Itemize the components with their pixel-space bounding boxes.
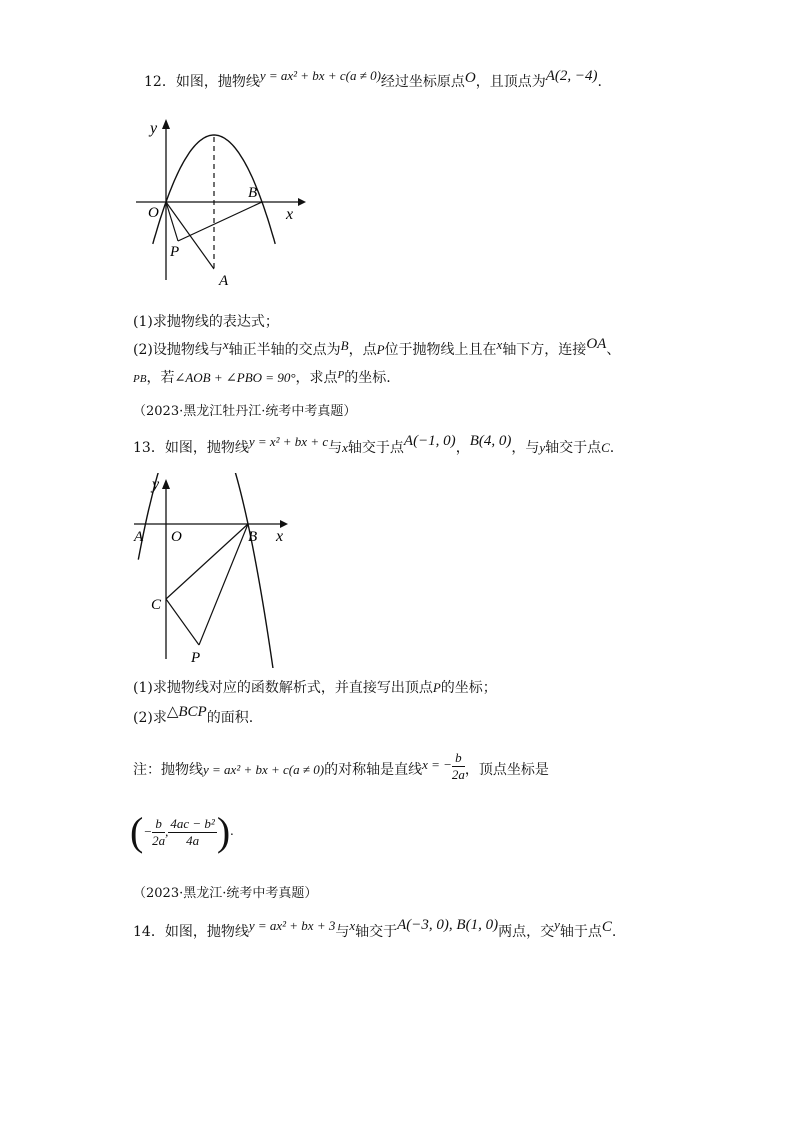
q14-mid2: 轴交于 <box>355 924 398 940</box>
q13-x: x <box>342 440 348 455</box>
q12-part2-text-d: 位于抛物线上且在 <box>384 342 497 358</box>
q12-part2-B: B <box>340 338 349 353</box>
q13-note-equation: y = ax² + bx + c(a ≠ 0) <box>203 762 325 777</box>
q12-equation: y = ax² + bx + c(a ≠ 0) <box>259 68 381 83</box>
q13-note-axis-num: b <box>452 750 465 767</box>
q13-note-text-c: ，顶点坐标是 <box>464 762 549 778</box>
q13-x-arrow <box>280 520 288 528</box>
q12-part2-x: x <box>222 337 229 352</box>
q12-part2-P: P <box>376 342 385 357</box>
q12-number: 12． <box>144 74 176 90</box>
q13-note-axis: x = − <box>422 757 452 772</box>
q12-part2-text-b: 轴正半轴的交点为 <box>228 342 341 358</box>
q13-note-axis-den: 2a <box>451 766 465 782</box>
q13-vertex-fraction-1 <box>152 816 165 849</box>
q12-part2-text-c: ，点 <box>348 342 377 358</box>
q12-part2-text-a: (2)设抛物线与 <box>133 342 223 358</box>
q13-vertex-formula <box>130 809 234 854</box>
q13-number: 13． <box>133 440 165 456</box>
q12-intro: 如图，抛物线 <box>175 74 260 90</box>
q14-mid4: 轴于点 <box>559 924 602 940</box>
q12-part2-OA: OA <box>586 336 607 352</box>
q12-part2-text-i: 的坐标. <box>344 370 391 386</box>
q13-label-x: x <box>276 528 284 545</box>
q12-part2-line2 <box>133 368 391 389</box>
q12-part2-text-g: ，若 <box>146 370 175 386</box>
q13-y-arrow <box>162 479 170 489</box>
q13-y: y <box>539 440 546 455</box>
q13-intro: 如图，抛物线 <box>164 440 249 456</box>
q13-segment-PB <box>199 524 248 645</box>
q13-part2-text-a: (2)求 <box>133 710 167 726</box>
q13-vertex-fraction-2 <box>168 816 216 849</box>
q13-end3: . <box>609 440 615 456</box>
q13-segment-CP <box>166 599 199 645</box>
q13-vertex-period: . <box>230 824 234 840</box>
q12-part2-text-e: 轴下方，连接 <box>502 342 587 358</box>
q13-vertex-left-paren: ( <box>130 809 144 854</box>
q12-part1: (1)求抛物线的表达式； <box>133 314 279 330</box>
q13-part1-text-b: 的坐标； <box>440 680 497 696</box>
q12-segment-OP <box>166 202 178 241</box>
q13-label-P: P <box>191 650 201 666</box>
q12-statement <box>144 68 602 92</box>
q14-y: y <box>554 917 560 932</box>
q13-equation: y = x² + bx + c <box>248 434 329 449</box>
q12-origin: O <box>464 70 476 86</box>
q13-vertex-right-paren: ) <box>216 809 231 854</box>
q12-part2-x2: x <box>496 337 503 352</box>
q14-statement <box>133 917 617 942</box>
q13-part2-triangle: △BCP <box>166 704 207 720</box>
q13-statement <box>133 433 615 458</box>
q13-vertex-num2: 4ac − b² <box>170 815 215 831</box>
q13-vertex-den1: 2a <box>152 832 166 848</box>
q14-points: A(−3, 0), B(1, 0) <box>397 917 499 933</box>
q13-label-B: B <box>248 529 258 545</box>
q12-figure <box>128 115 308 295</box>
q12-label-O: O <box>148 205 159 221</box>
q12-part2-line1 <box>133 336 621 360</box>
q13-vertex-num1: b <box>152 816 165 833</box>
q12-mid: 经过坐标原点 <box>380 74 465 90</box>
q13-note <box>133 750 549 790</box>
q12-part2-text-h: ，求点 <box>295 370 338 386</box>
q13-vertex-den2: 4a <box>186 832 200 848</box>
q13-part1 <box>133 678 497 698</box>
q13-end: ，与 <box>511 440 540 456</box>
q13-figure <box>128 473 298 668</box>
q13-vertex-minus: − <box>143 824 153 839</box>
q13-point-B: B(4, 0) <box>469 433 512 449</box>
q14-number: 14． <box>133 924 165 940</box>
q13-mid: 与 <box>328 440 343 456</box>
q13-comma: ， <box>455 440 470 456</box>
q13-note-text-b: 的对称轴是直线 <box>324 762 423 778</box>
q14-intro: 如图，抛物线 <box>164 924 249 940</box>
q12-label-P: P <box>170 244 180 260</box>
q14-end: . <box>611 924 617 940</box>
q12-vertex: A(2, −4) <box>545 68 598 84</box>
q13-part2 <box>133 704 254 728</box>
q12-label-B: B <box>248 185 258 201</box>
q13-label-C: C <box>151 597 162 613</box>
q13-source: （2023·黑龙江牡丹江·统考中考真题） <box>133 404 357 419</box>
q13-C: C <box>601 440 610 455</box>
q14-mid3: 两点，交 <box>498 924 555 940</box>
q12-part2-PB: PB <box>133 373 147 385</box>
q14-equation: y = ax² + bx + 3 <box>248 918 336 933</box>
q13-part1-P: P <box>432 680 441 695</box>
q14-x: x <box>349 918 356 933</box>
q14-mid: 与 <box>335 924 350 940</box>
q12-y-arrow <box>162 119 170 129</box>
q12-mid2: ，且顶点为 <box>475 74 546 90</box>
q12-end: . <box>597 74 602 90</box>
q13-end2: 轴交于点 <box>545 440 602 456</box>
q13-label-O: O <box>171 529 182 545</box>
q12-part2-condition: ∠AOB + ∠PBO = 90° <box>174 370 296 385</box>
q13-part1-text-a: (1)求抛物线对应的函数解析式，并直接写出顶点 <box>133 680 433 696</box>
q14-C: C <box>601 919 612 935</box>
q13-label-y: y <box>152 476 160 493</box>
q13-mid2: 轴交于点 <box>347 440 404 456</box>
q13-note-axis-fraction <box>452 750 465 783</box>
q12-label-A: A <box>219 273 229 289</box>
q12-segment-PB <box>178 202 262 241</box>
q14-source: （2023·黑龙江·统考中考真题） <box>133 886 318 901</box>
q13-point-A: A(−1, 0) <box>403 433 456 449</box>
q12-part2-P2: P <box>337 369 345 381</box>
q12-x-arrow <box>298 198 306 206</box>
q13-label-A: A <box>134 529 144 545</box>
q13-vertex-comma: , <box>165 824 169 839</box>
q13-part2-text-b: 的面积. <box>206 710 254 726</box>
q13-parabola <box>138 473 274 668</box>
q12-label-x: x <box>286 206 294 223</box>
q12-part2-text-f: 、 <box>606 342 621 358</box>
q13-note-text-a: 注：抛物线 <box>133 762 203 778</box>
q12-label-y: y <box>150 120 158 137</box>
